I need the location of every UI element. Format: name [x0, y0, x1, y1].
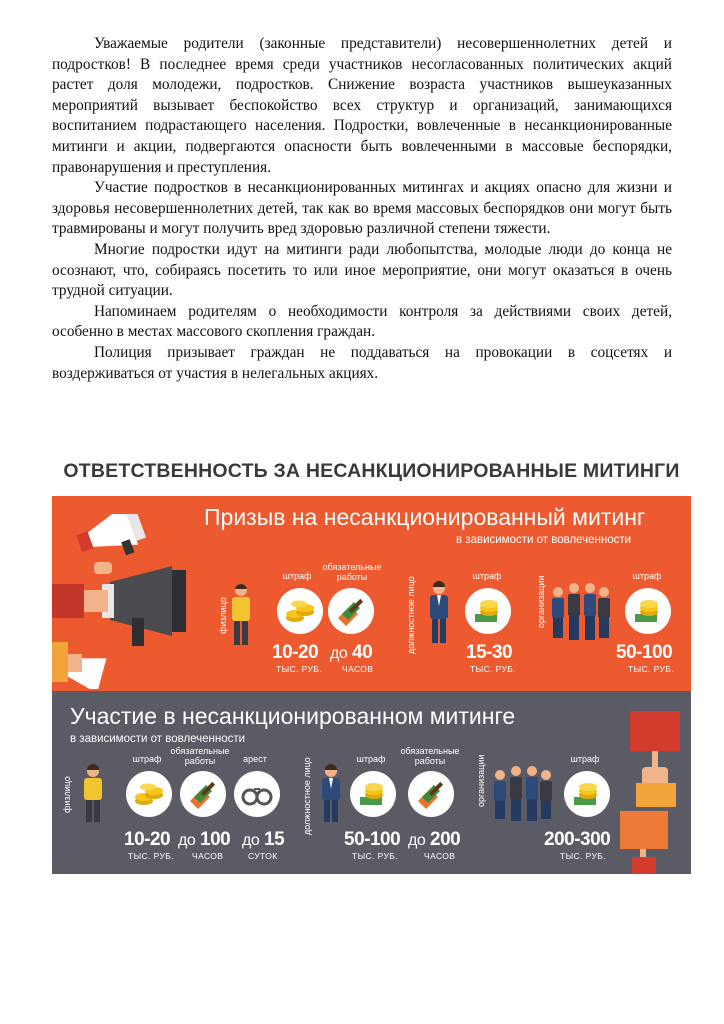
group-icon	[488, 763, 558, 825]
bottom-official-work-unit: ЧАСОВ	[424, 851, 456, 861]
top-individual-work-number: 40	[352, 642, 373, 663]
bottom-individual-arrest-label: арест	[243, 754, 267, 764]
bottom-individual-label: физлицо	[62, 776, 72, 813]
top-subheading: в зависимости от вовлеченности	[456, 534, 632, 546]
bottom-individual-arrest-number: 15	[264, 829, 285, 850]
bottom-official-label: должностное лицо	[302, 757, 312, 835]
bottom-individual-fine-unit: ТЫС. РУБ.	[128, 851, 175, 861]
bottom-official-work-prefix: до	[408, 832, 426, 849]
broom-icon	[328, 588, 374, 634]
bottom-official-fine-label: штраф	[356, 754, 386, 764]
paragraph-4: Напоминаем родителям о необходимости контроля за действиями своих детей, особенно в местах массового скопления граждан.	[52, 302, 672, 341]
bottom-individual-arrest-value	[242, 829, 284, 851]
cash-circle	[625, 588, 671, 634]
bottom-official-fine-unit: ТЫС. РУБ.	[352, 851, 399, 861]
official-icon	[424, 580, 454, 646]
coins-icon	[564, 771, 610, 817]
bottom-individual-arrest-prefix: до	[242, 832, 260, 849]
bottom-individual-arrest-unit: СУТОК	[248, 851, 278, 861]
bottom-organization-fine-unit: ТЫС. РУБ.	[560, 851, 607, 861]
bottom-individual-fine-label: штраф	[132, 754, 162, 764]
top-official-fine-label: штраф	[472, 571, 502, 581]
bottom-organization-fine-label: штраф	[570, 754, 600, 764]
bottom-individual-work-unit: ЧАСОВ	[192, 851, 224, 861]
participation-panel	[52, 691, 691, 874]
coins-icon	[277, 588, 323, 634]
top-organization-label: организации	[536, 575, 546, 628]
person-icon	[78, 763, 108, 825]
handcuffs-icon	[234, 771, 280, 817]
bottom-individual-work-value	[178, 829, 230, 851]
bottom-individual-fine-value: 10-20	[124, 829, 171, 850]
bottom-subheading: в зависимости от вовлеченности	[70, 733, 246, 745]
letter-text	[52, 34, 672, 384]
bottom-official-work-label: обязательные работы	[400, 746, 460, 766]
coins-circle	[277, 588, 323, 634]
top-heading: Призыв на несанкционированный митинг	[204, 504, 646, 530]
paragraph-1: Уважаемые родители (законные представители) несовершеннолетних детей и подростков! В последнее время среди участников несогласованных политических акций растет доля молодежи, подростков. Снижение возраста участников вышеуказанных мероприятий вызывает беспокойство всех структур и организаций, занимающихся воспитанием подрастающего населения. Подростки, вовлеченные в несанкционированные митинги и акции, подвергаются опасности быть вовлеченными в массовые беспорядки, правонарушения и преступления.	[52, 35, 672, 176]
bottom-official-fine-value: 50-100	[344, 829, 401, 850]
work-circle	[328, 588, 374, 634]
cash-circle	[564, 771, 610, 817]
coins-icon	[625, 588, 671, 634]
group-icon	[546, 580, 616, 646]
bottom-organization-label: организации	[476, 754, 486, 807]
bottom-individual-work-prefix: до	[178, 832, 196, 849]
top-organization-fine-value: 50-100	[616, 642, 673, 663]
paragraph-2: Участие подростков в несанкционированных митингах и акциях опасно для жизни и здоровья несовершеннолетних детей, так как во время массовых беспорядков они могут быть травмированы и могут получить вред здоровью различной степени тяжести.	[52, 179, 672, 238]
work-circle	[408, 771, 454, 817]
top-organization-fine-unit: ТЫС. РУБ.	[628, 664, 675, 674]
top-individual-work-prefix: до	[330, 645, 348, 662]
person-icon	[226, 582, 256, 648]
bottom-organization-fine-value: 200-300	[544, 829, 611, 850]
official-icon	[316, 763, 346, 825]
megaphones-icon	[52, 514, 202, 689]
top-individual-work-value	[330, 642, 372, 664]
top-organization-fine-label: штраф	[632, 571, 662, 581]
paragraph-5: Полиция призывает граждан не поддаваться на провокации в соцсетях и воздерживаться от участия в нелегальных акциях.	[52, 343, 672, 382]
coins-icon	[350, 771, 396, 817]
top-individual-fine-unit: ТЫС. РУБ.	[276, 664, 323, 674]
bottom-official-work-value	[408, 829, 460, 851]
infographic-title: ОТВЕТСТВЕННОСТЬ ЗА НЕСАНКЦИОНИРОВАННЫЕ МИТИНГИ	[63, 460, 680, 482]
work-circle	[180, 771, 226, 817]
infographic	[52, 456, 691, 874]
broom-icon	[180, 771, 226, 817]
top-individual-fine-label: штраф	[282, 571, 312, 581]
top-individual-work-unit: ЧАСОВ	[342, 664, 374, 674]
paragraph-3: Многие подростки идут на митинги ради любопытства, молодые люди до конца не осознают, что, собираясь посетить то или иное мероприятие, они могут оказаться в очень трудной ситуации.	[52, 240, 672, 300]
broom-icon	[408, 771, 454, 817]
cash-circle	[465, 588, 511, 634]
call-to-rally-panel	[52, 496, 691, 691]
cash-circle	[350, 771, 396, 817]
bottom-individual-work-label: обязательные работы	[170, 746, 230, 766]
bottom-official-work-number: 200	[430, 829, 461, 850]
coins-icon	[465, 588, 511, 634]
coins-circle	[126, 771, 172, 817]
top-official-fine-unit: ТЫС. РУБ.	[470, 664, 517, 674]
top-individual-label: физлицо	[218, 597, 228, 634]
top-official-label: должностное лицо	[406, 576, 416, 654]
coins-icon	[126, 771, 172, 817]
top-individual-fine-value: 10-20	[272, 642, 319, 663]
top-individual-work-label: обязательные работы	[322, 562, 382, 582]
bottom-heading: Участие в несанкционированном митинге	[70, 703, 516, 729]
bottom-individual-work-number: 100	[200, 829, 231, 850]
placards-icon	[612, 711, 691, 874]
arrest-circle	[234, 771, 280, 817]
top-official-fine-value: 15-30	[466, 642, 513, 663]
